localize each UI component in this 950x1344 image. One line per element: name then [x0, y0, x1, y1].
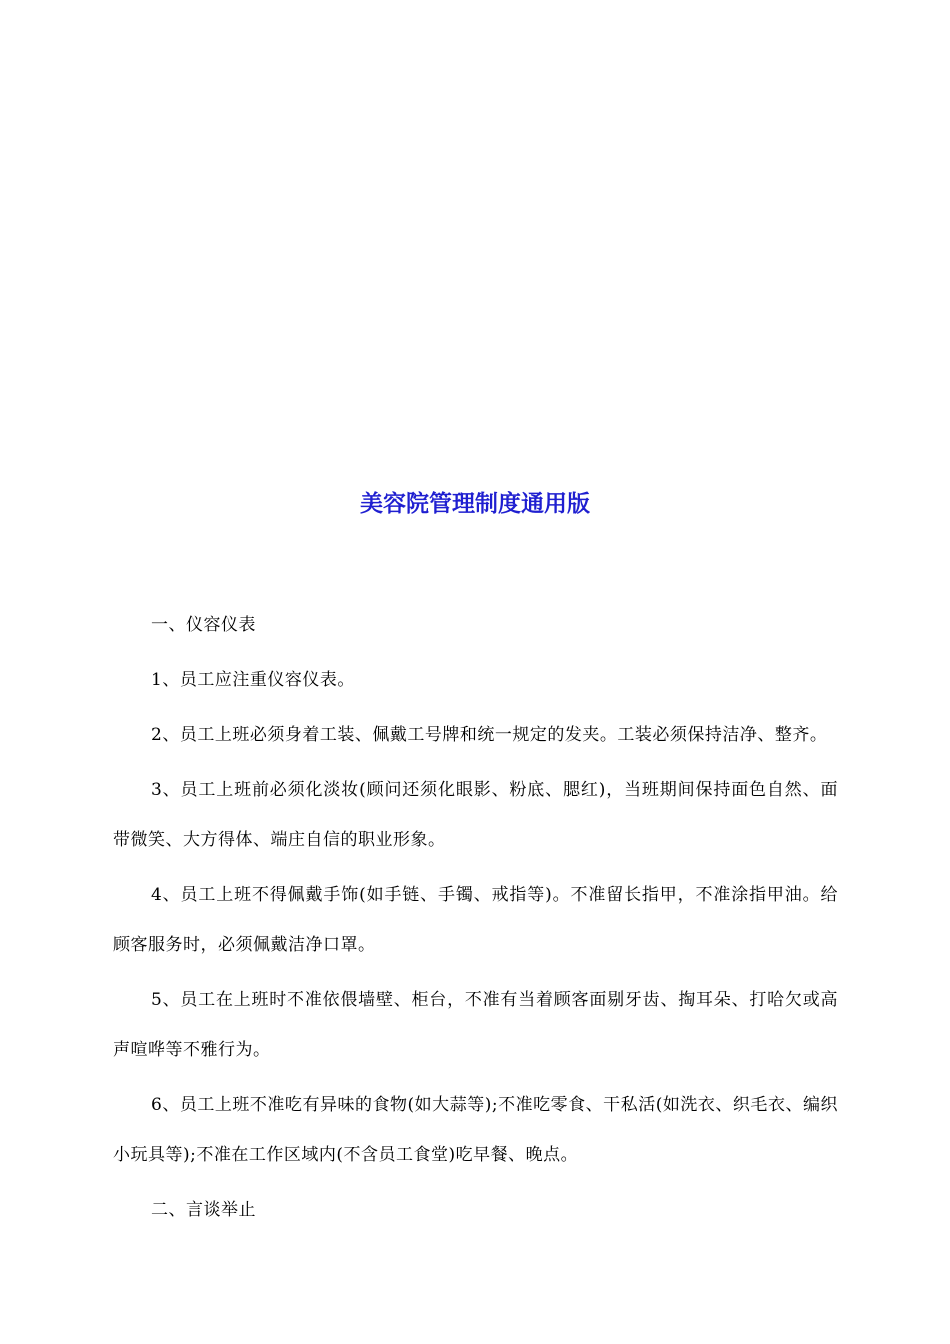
- rule-paragraph-1: 1、员工应注重仪容仪表。: [151, 670, 355, 690]
- section-heading-speech: 二、言谈举止: [151, 1200, 256, 1220]
- rule-paragraph-3: 3、员工上班前必须化淡妆(顾问还须化眼影、粉底、腮红)，当班期间保持面色自然、面带微笑、大方得体、端庄自信的职业形象。: [113, 780, 838, 850]
- rule-paragraph-5: 5、员工在上班时不准依偎墙壁、柜台，不准有当着顾客面剔牙齿、掏耳朵、打哈欠或高声喧哗等不雅行为。: [113, 990, 838, 1060]
- rule-paragraph-2: 2、员工上班必须身着工装、佩戴工号牌和统一规定的发夹。工装必须保持洁净、整齐。: [151, 725, 828, 745]
- document-title: 美容院管理制度通用版: [360, 491, 590, 517]
- document-body: [113, 600, 838, 1240]
- rule-paragraph-4: 4、员工上班不得佩戴手饰(如手链、手镯、戒指等)。不准留长指甲，不准涂指甲油。给顾客服务时，必须佩戴洁净口罩。: [113, 885, 838, 955]
- section-heading-appearance: 一、仪容仪表: [151, 615, 256, 635]
- rule-paragraph-6: 6、员工上班不准吃有异味的食物(如大蒜等);不准吃零食、干私活(如洗衣、织毛衣、编织小玩具等);不准在工作区域内(不含员工食堂)吃早餐、晚点。: [113, 1095, 838, 1165]
